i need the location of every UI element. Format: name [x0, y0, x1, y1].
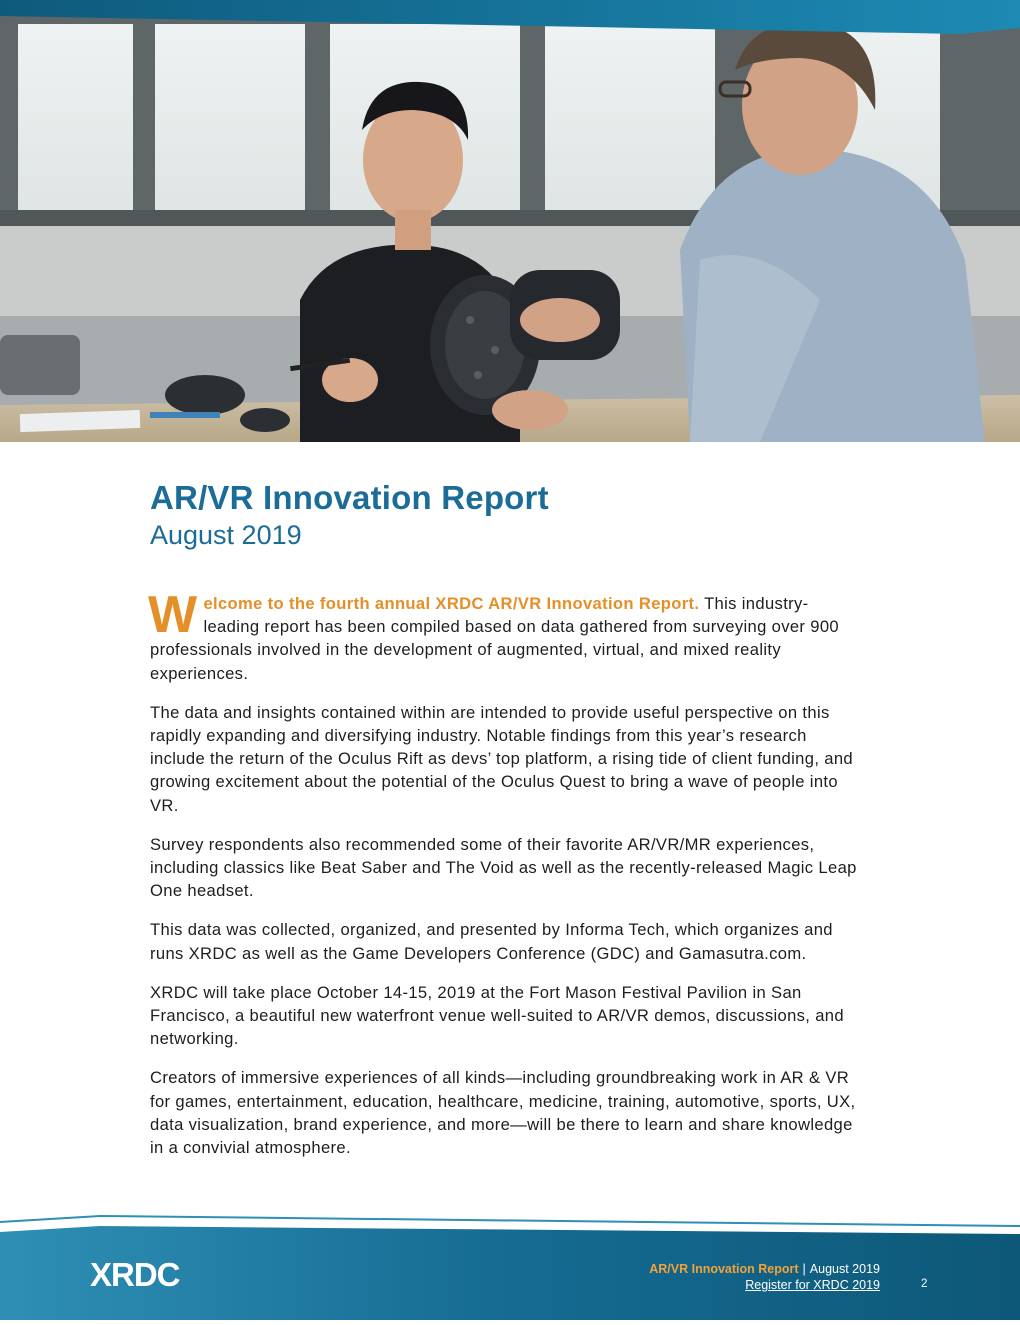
report-title: AR/VR Innovation Report	[150, 479, 549, 516]
report-date: August 2019	[150, 520, 302, 550]
footer-info	[649, 1261, 880, 1293]
report-body	[148, 586, 860, 1175]
body-paragraph-2: Survey respondents also recommended some of their favorite AR/VR/MR experiences, including classics like Beat Saber and The Void as well as the recently-released Magic Leap One headset.	[150, 834, 857, 901]
page-number: 2	[921, 1278, 928, 1290]
title-block	[150, 478, 870, 552]
drop-cap: W	[148, 586, 198, 644]
hero-photo	[0, 0, 1020, 442]
footer-report-line	[649, 1261, 880, 1277]
intro-lead: elcome to the fourth annual XRDC AR/VR Innovation Report.	[203, 594, 700, 613]
footer-report-name: AR/VR Innovation Report	[649, 1262, 799, 1276]
footer-separator: |	[802, 1262, 806, 1276]
intro-text: This industry-leading report has been compiled based on data gathered from surveying over 900 professionals involved in the development of augmented, virtual, and mixed reality experiences.	[150, 594, 839, 683]
body-paragraph-4: XRDC will take place October 14-15, 2019 at the Fort Mason Festival Pavilion in San Francisco, a beautiful new waterfront venue well-suited to AR/VR demos, discussions, and networking.	[150, 982, 844, 1049]
body-paragraph-5: Creators of immersive experiences of all kinds—including groundbreaking work in AR & VR for games, entertainment, education, healthcare, medicine, training, automotive, sports, UX, data visualization, brand experience, and more—will be there to learn and share knowledge in a convivial atmosphere.	[150, 1068, 856, 1158]
xrdc-logo: XRDC	[90, 1256, 180, 1293]
body-paragraph-3: This data was collected, organized, and presented by Informa Tech, which organizes and runs XRDC as well as the Game Developers Conference (GDC) and Gamasutra.com.	[150, 920, 833, 963]
register-link[interactable]: Register for XRDC 2019	[745, 1278, 880, 1292]
footer-date: August 2019	[809, 1262, 880, 1276]
intro-paragraph	[148, 586, 860, 685]
body-paragraph-1: The data and insights contained within are intended to provide useful perspective on this rapidly expanding and diversifying industry. Notable findings from this year’s research include the return of the Oculus Rift as devs’ top platform, a rising tide of client funding, and growing excitement about the potential of the Oculus Quest to bring a wave of people into VR.	[150, 702, 853, 815]
